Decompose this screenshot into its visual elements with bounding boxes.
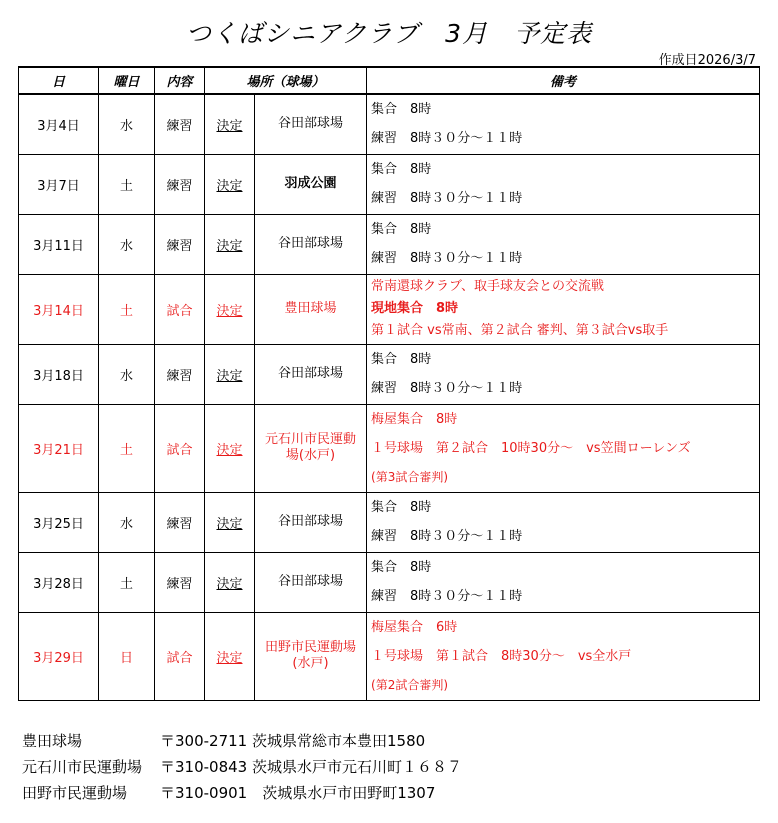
cell-type: 練習 — [155, 154, 205, 214]
venue-address: 〒310-0901 茨城県水戸市田野町1307 — [160, 784, 436, 802]
cell-date: 3月7日 — [19, 154, 99, 214]
cell-place: 谷田部球場 — [255, 492, 367, 552]
note-line: 集合 8時 — [371, 162, 432, 177]
note-line: (第2試合審判) — [371, 677, 449, 692]
note-line: 練習 8時３０分～１１時 — [371, 589, 523, 604]
table-row — [19, 404, 760, 492]
venue-address-row — [22, 728, 462, 754]
venue-address-list — [22, 728, 462, 806]
cell-date: 3月4日 — [19, 94, 99, 154]
cell-dow: 水 — [99, 344, 155, 404]
cell-type: 試合 — [155, 274, 205, 344]
cell-notes — [367, 404, 760, 492]
cell-notes — [367, 552, 760, 612]
note-line: 練習 8時３０分～１１時 — [371, 191, 523, 206]
cell-status: 決定 — [205, 404, 255, 492]
table-row — [19, 492, 760, 552]
cell-place: 谷田部球場 — [255, 344, 367, 404]
cell-place: 谷田部球場 — [255, 214, 367, 274]
venue-address-row — [22, 780, 462, 806]
page-title: つくばシニアクラブ 3月 予定表 — [185, 19, 593, 48]
cell-status: 決定 — [205, 154, 255, 214]
cell-notes — [367, 154, 760, 214]
cell-notes — [367, 94, 760, 154]
cell-dow: 日 — [99, 612, 155, 700]
venue-address: 〒300-2711 茨城県常総市本豊田1580 — [160, 732, 426, 750]
cell-place: 谷田部球場 — [255, 94, 367, 154]
header-type: 内容 — [155, 67, 205, 94]
cell-place: 谷田部球場 — [255, 552, 367, 612]
cell-date: 3月11日 — [19, 214, 99, 274]
cell-date: 3月25日 — [19, 492, 99, 552]
note-line: 現地集合 8時 — [371, 301, 459, 316]
table-row — [19, 94, 760, 154]
header-dow: 曜日 — [99, 67, 155, 94]
cell-status: 決定 — [205, 344, 255, 404]
cell-dow: 水 — [99, 492, 155, 552]
note-line: 練習 8時３０分～１１時 — [371, 251, 523, 266]
cell-dow: 土 — [99, 274, 155, 344]
header-date: 日 — [19, 67, 99, 94]
cell-type: 試合 — [155, 612, 205, 700]
note-line: １号球場 第２試合 10時30分～ vs笠間ローレンズ — [371, 440, 691, 456]
cell-dow: 水 — [99, 94, 155, 154]
cell-date: 3月14日 — [19, 274, 99, 344]
cell-type: 練習 — [155, 214, 205, 274]
cell-type: 練習 — [155, 94, 205, 154]
cell-notes — [367, 612, 760, 700]
cell-type: 試合 — [155, 404, 205, 492]
venue-address-row — [22, 754, 462, 780]
cell-notes — [367, 214, 760, 274]
table-row — [19, 552, 760, 612]
note-line: 集合 8時 — [371, 560, 432, 575]
table-row — [19, 612, 760, 700]
header-notes: 備考 — [367, 67, 760, 94]
note-line: 梅屋集合 8時 — [371, 411, 458, 427]
table-row — [19, 274, 760, 344]
cell-dow: 水 — [99, 214, 155, 274]
schedule-table — [18, 66, 760, 701]
note-line: 練習 8時３０分～１１時 — [371, 131, 523, 147]
venue-name: 豊田球場 — [22, 732, 83, 750]
cell-status: 決定 — [205, 214, 255, 274]
note-line: 集合 8時 — [371, 222, 432, 237]
cell-notes — [367, 492, 760, 552]
header-place: 場所（球場） — [205, 67, 367, 94]
cell-notes — [367, 274, 760, 344]
note-line: 常南還球クラブ、取手球友会との交流戦 — [371, 279, 604, 294]
cell-date: 3月18日 — [19, 344, 99, 404]
table-row — [19, 154, 760, 214]
cell-notes — [367, 344, 760, 404]
cell-status: 決定 — [205, 94, 255, 154]
cell-type: 練習 — [155, 552, 205, 612]
cell-dow: 土 — [99, 552, 155, 612]
note-line: 集合 8時 — [371, 102, 432, 118]
table-row — [19, 214, 760, 274]
cell-place: 羽成公園 — [255, 154, 367, 214]
cell-status: 決定 — [205, 552, 255, 612]
cell-date: 3月28日 — [19, 552, 99, 612]
note-line: １号球場 第１試合 8時30分～ vs全水戸 — [371, 648, 632, 664]
cell-place: 豊田球場 — [255, 274, 367, 344]
venue-name: 田野市民運動場 — [22, 784, 128, 802]
cell-status: 決定 — [205, 612, 255, 700]
note-line: 集合 8時 — [371, 352, 432, 367]
created-date: 作成日2026/3/7 — [658, 53, 756, 68]
cell-dow: 土 — [99, 154, 155, 214]
cell-date: 3月29日 — [19, 612, 99, 700]
cell-type: 練習 — [155, 492, 205, 552]
note-line: 練習 8時３０分～１１時 — [371, 529, 523, 544]
cell-status: 決定 — [205, 274, 255, 344]
venue-address: 〒310-0843 茨城県水戸市元石川町１６８７ — [160, 758, 462, 776]
cell-date: 3月21日 — [19, 404, 99, 492]
note-line: 集合 8時 — [371, 500, 432, 515]
cell-dow: 土 — [99, 404, 155, 492]
table-row — [19, 344, 760, 404]
note-line: 第１試合 vs常南、第２試合 審判、第３試合vs取手 — [371, 323, 669, 338]
cell-type: 練習 — [155, 344, 205, 404]
venue-name: 元石川市民運動場 — [22, 758, 143, 776]
cell-status: 決定 — [205, 492, 255, 552]
header-row — [19, 67, 760, 94]
note-line: 練習 8時３０分～１１時 — [371, 381, 523, 396]
cell-place: 田野市民運動場(水戸) — [255, 612, 367, 700]
note-line: (第3試合審判) — [371, 469, 449, 484]
cell-place: 元石川市民運動場(水戸) — [255, 404, 367, 492]
note-line: 梅屋集合 6時 — [371, 619, 458, 635]
